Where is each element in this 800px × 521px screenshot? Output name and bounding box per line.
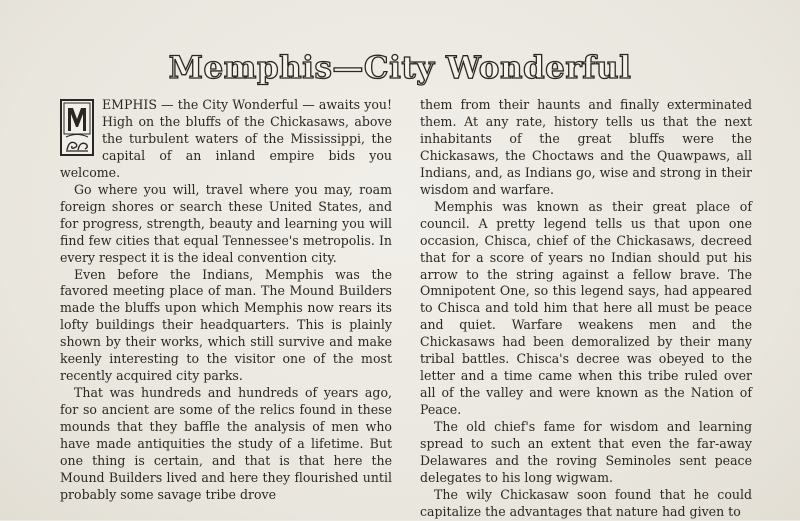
paragraph-wily-chickasaw: The wily Chickasaw soon found that he could capitalize the advantages that nature had given to [420, 486, 752, 519]
page-title: Memphis—City Wonderful [168, 50, 632, 86]
paragraph-travel: Go where you will, travel where you may, roam foreign shores or search these United States, and for progress, strength, beauty and learning you will find few cities that equal Tennessee's metropolis. In every respect it is the ideal convention city. [60, 181, 392, 265]
right-column [420, 97, 752, 521]
paragraph-council: Memphis was known as their great place of council. A pretty legend tells us that upon one occasion, Chisca, chief of the Chickasaws, decreed that for a score of years no Indian should put his arrow to the string against a fellow brave. The Omnipotent One, so this legend says, had appeared to Chisca and told him that here all must be peace and quiet. Warfare weakens men and the Chickasaws had been demoralized by their many tribal battles. Chisca's decree was obeyed to the letter and a time came when this tribe ruled over all of the valley and were known as the Nation of Peace. [420, 198, 752, 418]
paragraph-mound-builders: Even before the Indians, Memphis was the favored meeting place of man. The Mound Builders made the bluffs upon which Memphis now rears its lofty buildings their headquarters. This is plainly shown by their works, which still survive and make keenly interesting to the visitor one of the most recently acquired city parks. [60, 266, 392, 384]
paragraph-intro: EMPHIS — the City Wonderful — awaits you! High on the bluffs of the Chickasaws, above the turbulent waters of the Mississippi, the capital of an inland empire bids you welcome. [60, 97, 392, 180]
paragraph-chief-fame: The old chief's fame for wisdom and learning spread to such an extent that even the far-away Delawares and the roving Seminoles sent peace delegates to his long wigwam. [420, 419, 752, 485]
paragraph-relics: That was hundreds and hundreds of years ago, for so ancient are some of the relics found in these mounds that they baffle the analysis of men who have made antiquities the study of a lifetime. But one thing is certain, and that is that here the Mound Builders lived and here they flourished until probably some savage tribe drove [60, 385, 392, 502]
left-column [60, 97, 392, 504]
paragraph-continuation: them from their haunts and finally exterminated them. At any rate, history tells us that the next inhabitants of the great bluffs were the Chickasaws, the Choctaws and the Quawpaws, all Indians, and, as Indians go, wise and strong in their wisdom and warfare. [420, 97, 752, 197]
decorative-dropcap-m-icon [60, 99, 94, 156]
